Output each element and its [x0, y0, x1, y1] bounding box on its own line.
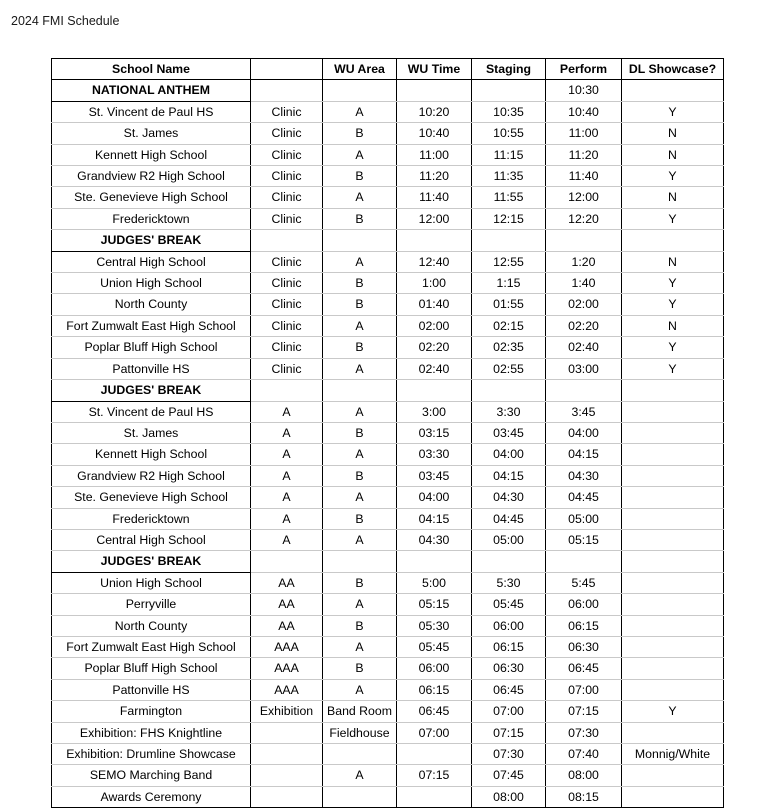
cell-dl: Y: [622, 358, 724, 379]
cell-school: Exhibition: Drumline Showcase: [52, 744, 251, 765]
cell-school: Awards Ceremony: [52, 786, 251, 807]
cell-wu_area: A: [323, 187, 397, 208]
cell-class: AA: [251, 594, 323, 615]
cell-class: AAA: [251, 636, 323, 657]
cell-perform: 08:15: [546, 786, 622, 807]
table-row: [52, 658, 724, 679]
cell-school: JUDGES' BREAK: [52, 380, 251, 401]
cell-school: Union High School: [52, 572, 251, 593]
cell-school: Kennett High School: [52, 144, 251, 165]
column-header-wu_time: WU Time: [397, 59, 472, 80]
cell-wu_time: 3:00: [397, 401, 472, 422]
cell-school: North County: [52, 294, 251, 315]
cell-school: JUDGES' BREAK: [52, 551, 251, 572]
cell-wu_area: [323, 744, 397, 765]
cell-wu_time: 5:00: [397, 572, 472, 593]
cell-school: Exhibition: FHS Knightline: [52, 722, 251, 743]
cell-wu_time: 10:40: [397, 123, 472, 144]
cell-perform: 12:20: [546, 208, 622, 229]
cell-perform: 04:45: [546, 487, 622, 508]
cell-perform: 04:15: [546, 444, 622, 465]
table-row: [52, 337, 724, 358]
cell-wu_time: 05:30: [397, 615, 472, 636]
cell-school: Grandview R2 High School: [52, 465, 251, 486]
cell-perform: 06:30: [546, 636, 622, 657]
cell-staging: 12:15: [472, 208, 546, 229]
cell-wu_time: [397, 786, 472, 807]
cell-wu_time: [397, 551, 472, 572]
table-row: [52, 208, 724, 229]
table-row: [52, 273, 724, 294]
cell-wu_area: A: [323, 487, 397, 508]
cell-school: Poplar Bluff High School: [52, 658, 251, 679]
cell-class: [251, 551, 323, 572]
cell-perform: 04:30: [546, 465, 622, 486]
cell-wu_time: 02:00: [397, 315, 472, 336]
cell-school: Grandview R2 High School: [52, 166, 251, 187]
cell-wu_time: 07:00: [397, 722, 472, 743]
cell-school: SEMO Marching Band: [52, 765, 251, 786]
cell-wu_area: B: [323, 166, 397, 187]
cell-class: Clinic: [251, 337, 323, 358]
cell-class: Exhibition: [251, 701, 323, 722]
section-row: [52, 230, 724, 251]
cell-school: Perryville: [52, 594, 251, 615]
cell-class: Clinic: [251, 166, 323, 187]
cell-dl: [622, 615, 724, 636]
cell-class: Clinic: [251, 123, 323, 144]
cell-school: Fredericktown: [52, 208, 251, 229]
cell-class: [251, 765, 323, 786]
cell-school: North County: [52, 615, 251, 636]
table-row: [52, 722, 724, 743]
table-row: [52, 636, 724, 657]
cell-wu_area: B: [323, 337, 397, 358]
cell-school: Central High School: [52, 529, 251, 550]
cell-staging: [472, 80, 546, 101]
cell-staging: 04:30: [472, 487, 546, 508]
cell-wu_area: B: [323, 658, 397, 679]
cell-wu_time: 04:00: [397, 487, 472, 508]
section-row: [52, 551, 724, 572]
cell-perform: [546, 230, 622, 251]
table-row: [52, 529, 724, 550]
cell-dl: [622, 230, 724, 251]
cell-staging: 07:45: [472, 765, 546, 786]
cell-wu_area: [323, 80, 397, 101]
cell-wu_area: Band Room: [323, 701, 397, 722]
cell-dl: Y: [622, 101, 724, 122]
cell-dl: [622, 487, 724, 508]
table-row: [52, 572, 724, 593]
cell-class: AA: [251, 572, 323, 593]
cell-class: A: [251, 465, 323, 486]
cell-class: Clinic: [251, 358, 323, 379]
cell-perform: 10:40: [546, 101, 622, 122]
cell-wu_area: B: [323, 273, 397, 294]
cell-dl: [622, 658, 724, 679]
cell-wu_time: 11:20: [397, 166, 472, 187]
cell-dl: [622, 551, 724, 572]
cell-dl: N: [622, 123, 724, 144]
cell-dl: Monnig/White: [622, 744, 724, 765]
cell-perform: 05:00: [546, 508, 622, 529]
cell-dl: [622, 765, 724, 786]
cell-perform: 1:20: [546, 251, 622, 272]
cell-dl: [622, 444, 724, 465]
cell-wu_time: 1:00: [397, 273, 472, 294]
cell-school: Kennett High School: [52, 444, 251, 465]
table-row: [52, 508, 724, 529]
cell-wu_time: 11:00: [397, 144, 472, 165]
cell-staging: 11:35: [472, 166, 546, 187]
cell-perform: [546, 551, 622, 572]
cell-staging: 04:00: [472, 444, 546, 465]
cell-perform: 3:45: [546, 401, 622, 422]
cell-perform: 10:30: [546, 80, 622, 101]
table-row: [52, 765, 724, 786]
cell-class: A: [251, 444, 323, 465]
cell-wu_area: A: [323, 144, 397, 165]
cell-staging: 5:30: [472, 572, 546, 593]
cell-wu_area: A: [323, 529, 397, 550]
cell-staging: 05:45: [472, 594, 546, 615]
cell-wu_time: 05:15: [397, 594, 472, 615]
cell-staging: 3:30: [472, 401, 546, 422]
table-row: [52, 422, 724, 443]
cell-perform: 05:15: [546, 529, 622, 550]
cell-dl: [622, 465, 724, 486]
cell-class: Clinic: [251, 251, 323, 272]
cell-wu_time: [397, 380, 472, 401]
cell-class: A: [251, 508, 323, 529]
cell-dl: N: [622, 187, 724, 208]
cell-wu_area: B: [323, 294, 397, 315]
cell-staging: 02:15: [472, 315, 546, 336]
cell-class: [251, 80, 323, 101]
cell-dl: Y: [622, 701, 724, 722]
cell-staging: [472, 380, 546, 401]
schedule-table-container: [51, 58, 723, 808]
cell-perform: 11:20: [546, 144, 622, 165]
cell-perform: 03:00: [546, 358, 622, 379]
cell-school: St. James: [52, 123, 251, 144]
cell-staging: [472, 551, 546, 572]
cell-school: St. Vincent de Paul HS: [52, 401, 251, 422]
table-row: [52, 744, 724, 765]
cell-school: Farmington: [52, 701, 251, 722]
cell-staging: 08:00: [472, 786, 546, 807]
cell-dl: [622, 722, 724, 743]
table-body: [52, 80, 724, 808]
cell-staging: 03:45: [472, 422, 546, 443]
table-row: [52, 786, 724, 807]
cell-perform: 1:40: [546, 273, 622, 294]
cell-class: Clinic: [251, 315, 323, 336]
cell-class: A: [251, 422, 323, 443]
cell-school: Pattonville HS: [52, 358, 251, 379]
cell-class: Clinic: [251, 273, 323, 294]
cell-class: Clinic: [251, 101, 323, 122]
cell-wu_area: [323, 551, 397, 572]
cell-class: [251, 380, 323, 401]
cell-wu_area: A: [323, 636, 397, 657]
cell-staging: 12:55: [472, 251, 546, 272]
cell-dl: [622, 636, 724, 657]
cell-class: [251, 722, 323, 743]
table-row: [52, 701, 724, 722]
cell-wu_time: 02:20: [397, 337, 472, 358]
cell-perform: 08:00: [546, 765, 622, 786]
cell-staging: 06:30: [472, 658, 546, 679]
cell-perform: 11:40: [546, 166, 622, 187]
table-row: [52, 144, 724, 165]
cell-school: St. Vincent de Paul HS: [52, 101, 251, 122]
cell-wu_area: B: [323, 615, 397, 636]
schedule-table: [51, 58, 724, 808]
cell-perform: 07:00: [546, 679, 622, 700]
cell-dl: [622, 529, 724, 550]
cell-wu_time: 06:00: [397, 658, 472, 679]
cell-class: Clinic: [251, 294, 323, 315]
cell-wu_time: 02:40: [397, 358, 472, 379]
cell-dl: [622, 401, 724, 422]
cell-staging: 07:15: [472, 722, 546, 743]
cell-wu_area: A: [323, 401, 397, 422]
cell-perform: 07:30: [546, 722, 622, 743]
cell-wu_area: [323, 230, 397, 251]
column-header-dl: DL Showcase?: [622, 59, 724, 80]
cell-wu_time: 04:15: [397, 508, 472, 529]
section-row: [52, 80, 724, 101]
table-row: [52, 123, 724, 144]
cell-wu_area: B: [323, 508, 397, 529]
cell-class: [251, 744, 323, 765]
cell-dl: [622, 679, 724, 700]
cell-school: Fort Zumwalt East High School: [52, 636, 251, 657]
cell-wu_time: 06:45: [397, 701, 472, 722]
cell-staging: 04:45: [472, 508, 546, 529]
table-row: [52, 294, 724, 315]
cell-perform: 02:20: [546, 315, 622, 336]
cell-dl: [622, 80, 724, 101]
cell-school: NATIONAL ANTHEM: [52, 80, 251, 101]
cell-school: Central High School: [52, 251, 251, 272]
cell-dl: Y: [622, 294, 724, 315]
cell-wu_time: 12:40: [397, 251, 472, 272]
cell-wu_time: 04:30: [397, 529, 472, 550]
cell-school: Fort Zumwalt East High School: [52, 315, 251, 336]
table-row: [52, 315, 724, 336]
cell-staging: 10:55: [472, 123, 546, 144]
cell-dl: [622, 422, 724, 443]
cell-dl: [622, 572, 724, 593]
cell-class: AAA: [251, 679, 323, 700]
cell-school: St. James: [52, 422, 251, 443]
cell-wu_area: A: [323, 315, 397, 336]
cell-perform: 06:00: [546, 594, 622, 615]
cell-class: Clinic: [251, 187, 323, 208]
cell-wu_time: 06:15: [397, 679, 472, 700]
cell-wu_area: [323, 786, 397, 807]
cell-school: Poplar Bluff High School: [52, 337, 251, 358]
table-row: [52, 358, 724, 379]
cell-wu_time: 07:15: [397, 765, 472, 786]
cell-wu_area: A: [323, 594, 397, 615]
table-header: [52, 59, 724, 80]
cell-perform: 02:00: [546, 294, 622, 315]
column-header-wu_area: WU Area: [323, 59, 397, 80]
cell-perform: 5:45: [546, 572, 622, 593]
cell-staging: 02:35: [472, 337, 546, 358]
cell-wu_time: 10:20: [397, 101, 472, 122]
table-header-row: [52, 59, 724, 80]
cell-class: [251, 786, 323, 807]
cell-dl: Y: [622, 273, 724, 294]
cell-wu_area: Fieldhouse: [323, 722, 397, 743]
cell-class: AAA: [251, 658, 323, 679]
cell-wu_time: 03:45: [397, 465, 472, 486]
cell-perform: 04:00: [546, 422, 622, 443]
cell-wu_time: 01:40: [397, 294, 472, 315]
cell-school: JUDGES' BREAK: [52, 230, 251, 251]
cell-wu_time: [397, 230, 472, 251]
cell-perform: 07:15: [546, 701, 622, 722]
column-header-school: School Name: [52, 59, 251, 80]
cell-wu_time: 03:15: [397, 422, 472, 443]
cell-staging: 06:00: [472, 615, 546, 636]
cell-staging: 05:00: [472, 529, 546, 550]
cell-dl: [622, 786, 724, 807]
cell-wu_area: B: [323, 123, 397, 144]
cell-staging: 01:55: [472, 294, 546, 315]
cell-staging: 02:55: [472, 358, 546, 379]
cell-class: AA: [251, 615, 323, 636]
cell-school: Union High School: [52, 273, 251, 294]
cell-perform: 12:00: [546, 187, 622, 208]
cell-perform: [546, 380, 622, 401]
table-row: [52, 444, 724, 465]
cell-wu_time: 12:00: [397, 208, 472, 229]
table-row: [52, 187, 724, 208]
column-header-staging: Staging: [472, 59, 546, 80]
cell-school: Pattonville HS: [52, 679, 251, 700]
table-row: [52, 401, 724, 422]
cell-wu_area: B: [323, 208, 397, 229]
cell-dl: Y: [622, 337, 724, 358]
cell-perform: 02:40: [546, 337, 622, 358]
cell-perform: 06:45: [546, 658, 622, 679]
cell-dl: Y: [622, 166, 724, 187]
cell-staging: 04:15: [472, 465, 546, 486]
cell-wu_area: A: [323, 101, 397, 122]
cell-wu_area: A: [323, 358, 397, 379]
cell-wu_time: 11:40: [397, 187, 472, 208]
cell-staging: [472, 230, 546, 251]
table-row: [52, 166, 724, 187]
cell-dl: N: [622, 315, 724, 336]
cell-school: Fredericktown: [52, 508, 251, 529]
cell-dl: N: [622, 251, 724, 272]
cell-class: Clinic: [251, 208, 323, 229]
section-row: [52, 380, 724, 401]
cell-dl: [622, 508, 724, 529]
cell-staging: 11:15: [472, 144, 546, 165]
cell-wu_area: B: [323, 572, 397, 593]
cell-wu_area: [323, 380, 397, 401]
column-header-class: [251, 59, 323, 80]
cell-wu_area: B: [323, 465, 397, 486]
cell-school: Ste. Genevieve High School: [52, 187, 251, 208]
cell-staging: 07:00: [472, 701, 546, 722]
cell-staging: 07:30: [472, 744, 546, 765]
cell-wu_area: B: [323, 422, 397, 443]
cell-dl: Y: [622, 208, 724, 229]
cell-perform: 06:15: [546, 615, 622, 636]
cell-class: A: [251, 487, 323, 508]
table-row: [52, 615, 724, 636]
cell-wu_time: [397, 744, 472, 765]
cell-staging: 06:45: [472, 679, 546, 700]
cell-wu_time: [397, 80, 472, 101]
cell-class: [251, 230, 323, 251]
cell-perform: 07:40: [546, 744, 622, 765]
cell-staging: 11:55: [472, 187, 546, 208]
cell-staging: 1:15: [472, 273, 546, 294]
cell-wu_time: 05:45: [397, 636, 472, 657]
cell-staging: 10:35: [472, 101, 546, 122]
cell-perform: 11:00: [546, 123, 622, 144]
cell-wu_area: A: [323, 679, 397, 700]
table-row: [52, 594, 724, 615]
cell-wu_time: 03:30: [397, 444, 472, 465]
table-row: [52, 487, 724, 508]
cell-dl: [622, 380, 724, 401]
cell-school: Ste. Genevieve High School: [52, 487, 251, 508]
cell-dl: [622, 594, 724, 615]
table-row: [52, 465, 724, 486]
column-header-perform: Perform: [546, 59, 622, 80]
cell-wu_area: A: [323, 765, 397, 786]
table-row: [52, 679, 724, 700]
table-row: [52, 251, 724, 272]
table-row: [52, 101, 724, 122]
cell-class: Clinic: [251, 144, 323, 165]
cell-class: A: [251, 401, 323, 422]
cell-dl: N: [622, 144, 724, 165]
cell-wu_area: A: [323, 251, 397, 272]
page-title: 2024 FMI Schedule: [11, 14, 120, 28]
cell-class: A: [251, 529, 323, 550]
cell-staging: 06:15: [472, 636, 546, 657]
cell-wu_area: A: [323, 444, 397, 465]
